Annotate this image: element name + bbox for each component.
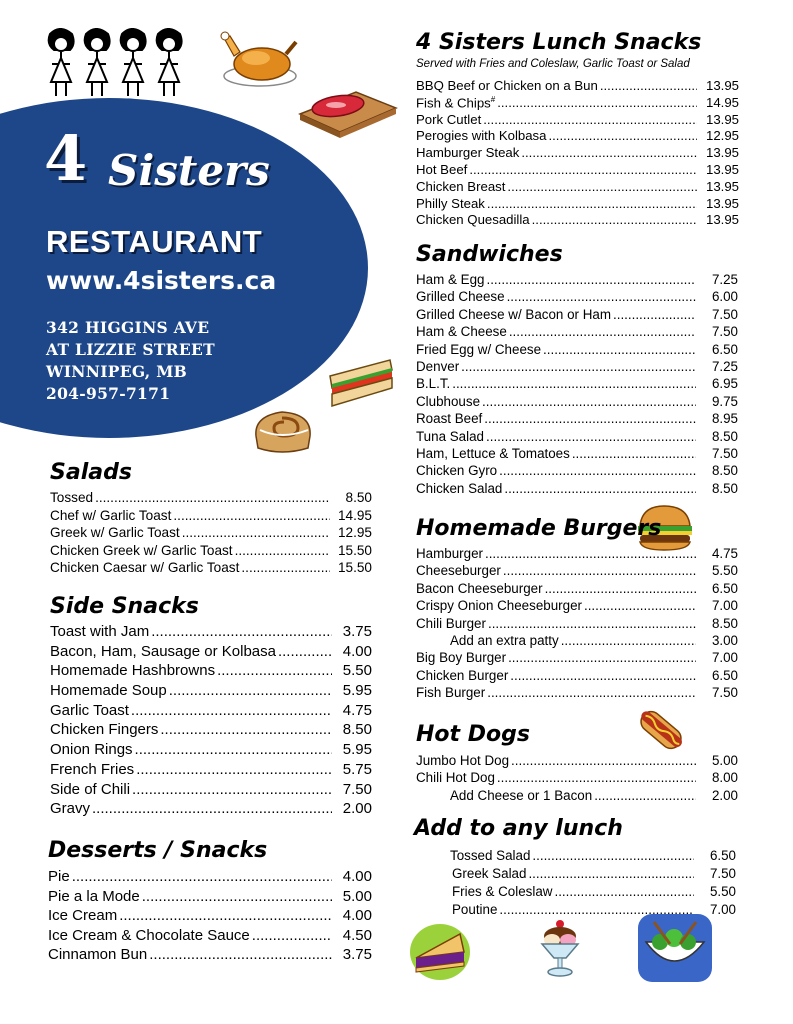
phone-number[interactable]: 204-957-7171 bbox=[46, 384, 171, 403]
menu-item-name: Chef w/ Garlic Toast bbox=[50, 507, 172, 523]
menu-item-name: Roast Beef bbox=[416, 411, 483, 427]
menu-item-name: Hot Beef bbox=[416, 161, 468, 177]
menu-item bbox=[416, 754, 738, 771]
menu-item bbox=[416, 96, 739, 113]
menu-item-price: 14.95 bbox=[705, 95, 739, 111]
lunch-menu-list bbox=[416, 79, 739, 230]
menu-item bbox=[50, 509, 372, 527]
menu-item bbox=[416, 464, 738, 481]
menu-item bbox=[48, 869, 372, 889]
menu-item-name: Gravy bbox=[50, 800, 91, 818]
menu-item-price: 5.00 bbox=[711, 753, 738, 768]
menu-item bbox=[416, 669, 738, 686]
menu-item bbox=[50, 683, 372, 703]
menu-item-price: 13.95 bbox=[705, 178, 739, 194]
menu-item-name: BBQ Beef or Chicken on a Bun bbox=[416, 78, 598, 93]
menu-item-addon bbox=[416, 789, 738, 806]
menu-item bbox=[50, 544, 372, 562]
menu-item bbox=[416, 163, 739, 180]
sisters-figures-icon bbox=[40, 28, 200, 100]
menu-item bbox=[416, 290, 738, 307]
side-snacks-menu-list bbox=[50, 624, 372, 821]
side-snacks-section-title: Side Snacks bbox=[50, 594, 199, 619]
menu-item-price: 13.95 bbox=[705, 161, 739, 177]
menu-item bbox=[48, 908, 372, 928]
menu-item-price: 7.25 bbox=[711, 272, 738, 287]
salad-bowl-icon bbox=[638, 914, 712, 982]
address-line: WINNIPEG, MB bbox=[46, 362, 188, 381]
salads-section-title: Salads bbox=[50, 460, 132, 485]
menu-item-price: 4.75 bbox=[342, 701, 372, 719]
pie-slice-icon bbox=[406, 922, 472, 982]
menu-item bbox=[416, 482, 738, 499]
menu-item-price: 4.00 bbox=[342, 642, 372, 660]
menu-item-price: 3.75 bbox=[342, 946, 372, 963]
menu-item-name: Ham, Lettuce & Tomatoes bbox=[416, 445, 570, 461]
burgers-menu-list bbox=[416, 547, 738, 704]
menu-item-name: Fried Egg w/ Cheese bbox=[416, 341, 542, 357]
menu-item-price: 6.50 bbox=[709, 848, 736, 863]
menu-item-price: 3.75 bbox=[342, 623, 372, 640]
menu-item bbox=[48, 928, 372, 948]
menu-item-name: Hamburger bbox=[416, 546, 483, 561]
menu-item-price: 8.50 bbox=[711, 480, 738, 496]
menu-item-name: Chicken Greek w/ Garlic Toast bbox=[50, 542, 233, 558]
menu-item-price: 12.95 bbox=[705, 128, 739, 144]
menu-item bbox=[50, 526, 372, 544]
ice-cream-sundae-icon bbox=[536, 918, 584, 980]
menu-item-name: Chicken Gyro bbox=[416, 463, 498, 479]
menu-item-name: Grilled Cheese bbox=[416, 289, 505, 305]
roast-chicken-icon bbox=[220, 30, 300, 88]
menu-item-name: Ham & Egg bbox=[416, 272, 485, 287]
menu-item-addon bbox=[416, 634, 738, 651]
menu-item bbox=[50, 624, 372, 644]
menu-item-price: 7.50 bbox=[711, 324, 738, 340]
hotdogs-menu-list bbox=[416, 754, 738, 806]
menu-item-name: Chicken Breast bbox=[416, 178, 506, 194]
menu-item-price: 7.00 bbox=[709, 902, 736, 917]
menu-item-name: Chicken Fingers bbox=[50, 721, 159, 739]
menu-item-price: 8.50 bbox=[711, 463, 738, 479]
menu-item-price: 5.95 bbox=[342, 741, 372, 759]
menu-item-price: 13.95 bbox=[705, 145, 739, 161]
menu-item-price: 6.00 bbox=[711, 289, 738, 305]
menu-item-name: Greek Salad bbox=[452, 866, 527, 881]
menu-item bbox=[48, 889, 372, 909]
website-link[interactable]: www.4sisters.ca bbox=[46, 266, 277, 295]
menu-item-name: Garlic Toast bbox=[50, 701, 129, 719]
menu-item bbox=[416, 412, 738, 429]
menu-item-price: 6.50 bbox=[711, 667, 738, 683]
menu-item-name: Greek w/ Garlic Toast bbox=[50, 525, 180, 541]
menu-item-price: 5.00 bbox=[342, 887, 372, 905]
menu-item-name: Cinnamon Bun bbox=[48, 946, 148, 963]
steak-icon bbox=[296, 86, 400, 138]
menu-item bbox=[50, 663, 372, 683]
menu-item-name: Fish & Chips bbox=[416, 95, 491, 111]
menu-item-name: Add Cheese or 1 Bacon bbox=[450, 787, 593, 803]
menu-item bbox=[416, 129, 739, 146]
menu-item bbox=[50, 742, 372, 762]
menu-item bbox=[416, 113, 739, 130]
menu-item-name: Perogies with Kolbasa bbox=[416, 128, 547, 144]
menu-item-name: Grilled Cheese w/ Bacon or Ham bbox=[416, 306, 611, 322]
menu-item bbox=[450, 885, 736, 903]
menu-item-name: Pie a la Mode bbox=[48, 887, 140, 905]
menu-item bbox=[416, 582, 738, 599]
menu-item bbox=[416, 686, 738, 703]
menu-item-name: Crispy Onion Cheeseburger bbox=[416, 598, 582, 614]
menu-item-price: 5.50 bbox=[342, 662, 372, 680]
menu-item-name: French Fries bbox=[50, 760, 135, 778]
menu-item bbox=[50, 644, 372, 664]
addons-menu-list bbox=[450, 849, 736, 921]
sandwiches-menu-list bbox=[416, 273, 738, 499]
menu-item-name: Chicken Quesadilla bbox=[416, 212, 530, 228]
burgers-section-title: Homemade Burgers bbox=[416, 516, 662, 541]
menu-item bbox=[416, 146, 739, 163]
menu-item-price: 6.50 bbox=[711, 580, 738, 596]
menu-item-price: 4.50 bbox=[342, 926, 372, 944]
menu-item bbox=[416, 360, 738, 377]
menu-item bbox=[50, 561, 372, 579]
menu-item-mark: # bbox=[490, 94, 496, 104]
menu-item-name: Toast with Jam bbox=[50, 623, 150, 640]
menu-item bbox=[416, 651, 738, 668]
lunch-section-subtitle: Served with Fries and Coleslaw, Garlic Toast or Salad bbox=[416, 58, 690, 70]
brand-number: 4 bbox=[44, 122, 88, 195]
menu-item bbox=[416, 771, 738, 788]
hot-dog-icon bbox=[636, 706, 686, 754]
menu-item-price: 15.50 bbox=[337, 560, 372, 576]
menu-item-price: 8.50 bbox=[711, 428, 738, 444]
menu-item-name: Ice Cream & Chocolate Sauce bbox=[48, 926, 250, 944]
menu-item-price: 7.50 bbox=[342, 780, 372, 798]
menu-item-price: 2.00 bbox=[342, 800, 372, 818]
menu-item-name: Fries & Coleslaw bbox=[452, 884, 553, 899]
menu-item bbox=[50, 703, 372, 723]
lunch-section-title: 4 Sisters Lunch Snacks bbox=[416, 30, 702, 55]
menu-item-name: Poutine bbox=[452, 902, 498, 917]
menu-item-name: Clubhouse bbox=[416, 393, 481, 409]
menu-item bbox=[416, 395, 738, 412]
menu-item-price: 7.25 bbox=[711, 358, 738, 374]
menu-item-name: Tuna Salad bbox=[416, 428, 484, 444]
menu-item bbox=[416, 617, 738, 634]
menu-item-name: Chicken Salad bbox=[416, 480, 503, 496]
menu-item-price: 7.50 bbox=[709, 866, 736, 881]
menu-item-name: Pork Cutlet bbox=[416, 111, 482, 127]
menu-item-name: Side of Chili bbox=[50, 780, 131, 798]
menu-item-name: Homemade Soup bbox=[50, 682, 167, 700]
menu-item-price: 6.50 bbox=[711, 341, 738, 357]
menu-item bbox=[416, 273, 738, 290]
menu-item bbox=[50, 491, 372, 509]
menu-item-price: 14.95 bbox=[337, 507, 372, 523]
menu-item-price: 5.75 bbox=[342, 760, 372, 778]
menu-item bbox=[450, 903, 736, 921]
menu-item-name: Big Boy Burger bbox=[416, 650, 507, 666]
menu-item-price: 12.95 bbox=[337, 525, 372, 541]
menu-item-price: 15.50 bbox=[337, 542, 372, 558]
address-line: AT LIZZIE STREET bbox=[46, 340, 215, 359]
menu-item-price: 5.50 bbox=[711, 563, 738, 579]
menu-item bbox=[416, 308, 738, 325]
menu-item-name: Jumbo Hot Dog bbox=[416, 753, 510, 768]
menu-item-name: Hamburger Steak bbox=[416, 145, 520, 161]
menu-item-name: Ice Cream bbox=[48, 907, 118, 924]
menu-item-price: 8.50 bbox=[711, 615, 738, 631]
menu-item bbox=[416, 180, 739, 197]
menu-item-name: Pie bbox=[48, 868, 70, 885]
menu-item-price: 5.50 bbox=[709, 884, 736, 899]
menu-item bbox=[416, 325, 738, 342]
menu-item-name: Onion Rings bbox=[50, 741, 133, 759]
menu-item-price: 4.00 bbox=[342, 868, 372, 885]
menu-item-price: 8.95 bbox=[711, 411, 738, 427]
menu-item bbox=[48, 947, 372, 967]
menu-item bbox=[416, 343, 738, 360]
cinnamon-bun-icon bbox=[252, 406, 316, 456]
menu-item-price: 7.50 bbox=[711, 685, 738, 701]
menu-item-name: Bacon, Ham, Sausage or Kolbasa bbox=[50, 642, 276, 660]
desserts-menu-list bbox=[48, 869, 372, 967]
menu-item-name: Denver bbox=[416, 358, 460, 374]
menu-item bbox=[50, 801, 372, 821]
menu-item bbox=[416, 197, 739, 214]
menu-item-name: Cheeseburger bbox=[416, 563, 501, 579]
menu-item-price: 7.00 bbox=[711, 598, 738, 614]
menu-item-price: 8.50 bbox=[342, 721, 372, 739]
menu-item-name: Fish Burger bbox=[416, 685, 486, 701]
salads-menu-list bbox=[50, 491, 372, 579]
menu-item-price: 7.50 bbox=[711, 306, 738, 322]
menu-item-name: Bacon Cheeseburger bbox=[416, 580, 543, 596]
menu-item-price: 3.00 bbox=[711, 632, 738, 648]
menu-item bbox=[50, 782, 372, 802]
desserts-section-title: Desserts / Snacks bbox=[48, 838, 268, 863]
menu-item-price: 4.75 bbox=[711, 546, 738, 561]
menu-item-price: 13.95 bbox=[705, 195, 739, 211]
brand-name: Sisters bbox=[108, 146, 270, 195]
menu-item bbox=[416, 599, 738, 616]
addons-section-title: Add to any lunch bbox=[414, 816, 623, 841]
menu-item-price: 5.95 bbox=[342, 682, 372, 700]
menu-item-name: Tossed bbox=[50, 490, 94, 505]
menu-item bbox=[416, 447, 738, 464]
menu-item-price: 13.95 bbox=[705, 111, 739, 127]
menu-item-price: 2.00 bbox=[711, 787, 738, 803]
menu-item bbox=[416, 430, 738, 447]
menu-item bbox=[50, 722, 372, 742]
menu-item bbox=[50, 762, 372, 782]
menu-item-name: Tossed Salad bbox=[450, 848, 531, 863]
sandwich-icon bbox=[326, 354, 396, 408]
menu-item-name: B.L.T. bbox=[416, 376, 451, 392]
menu-item-price: 7.00 bbox=[711, 650, 738, 666]
menu-item-name: Chicken Burger bbox=[416, 667, 509, 683]
menu-item-price: 13.95 bbox=[705, 212, 739, 228]
menu-item bbox=[416, 564, 738, 581]
menu-item-name: Philly Steak bbox=[416, 195, 485, 211]
hotdogs-section-title: Hot Dogs bbox=[416, 722, 530, 747]
brand-restaurant: RESTAURANT bbox=[46, 224, 263, 259]
menu-item-price: 7.50 bbox=[711, 445, 738, 461]
menu-item-name: Chili Hot Dog bbox=[416, 770, 495, 786]
address-line: 342 HIGGINS AVE bbox=[46, 318, 210, 337]
menu-item bbox=[416, 213, 739, 230]
menu-item-name: Ham & Cheese bbox=[416, 324, 507, 340]
menu-item bbox=[416, 547, 738, 564]
menu-item bbox=[416, 79, 739, 96]
menu-item-name: Chili Burger bbox=[416, 615, 486, 631]
menu-item-name: Homemade Hashbrowns bbox=[50, 662, 216, 680]
menu-item bbox=[450, 867, 736, 885]
menu-item-price: 8.00 bbox=[711, 770, 738, 786]
menu-item bbox=[450, 849, 736, 867]
menu-item-name: Add an extra patty bbox=[450, 632, 559, 648]
menu-item-price: 9.75 bbox=[711, 393, 738, 409]
menu-item-price: 8.50 bbox=[345, 490, 372, 505]
menu-item-price: 6.95 bbox=[711, 376, 738, 392]
sandwiches-section-title: Sandwiches bbox=[416, 242, 563, 267]
menu-item-name: Chicken Caesar w/ Garlic Toast bbox=[50, 560, 240, 576]
menu-item bbox=[416, 377, 738, 394]
menu-item-price: 4.00 bbox=[342, 907, 372, 924]
menu-item-price: 13.95 bbox=[705, 78, 739, 93]
